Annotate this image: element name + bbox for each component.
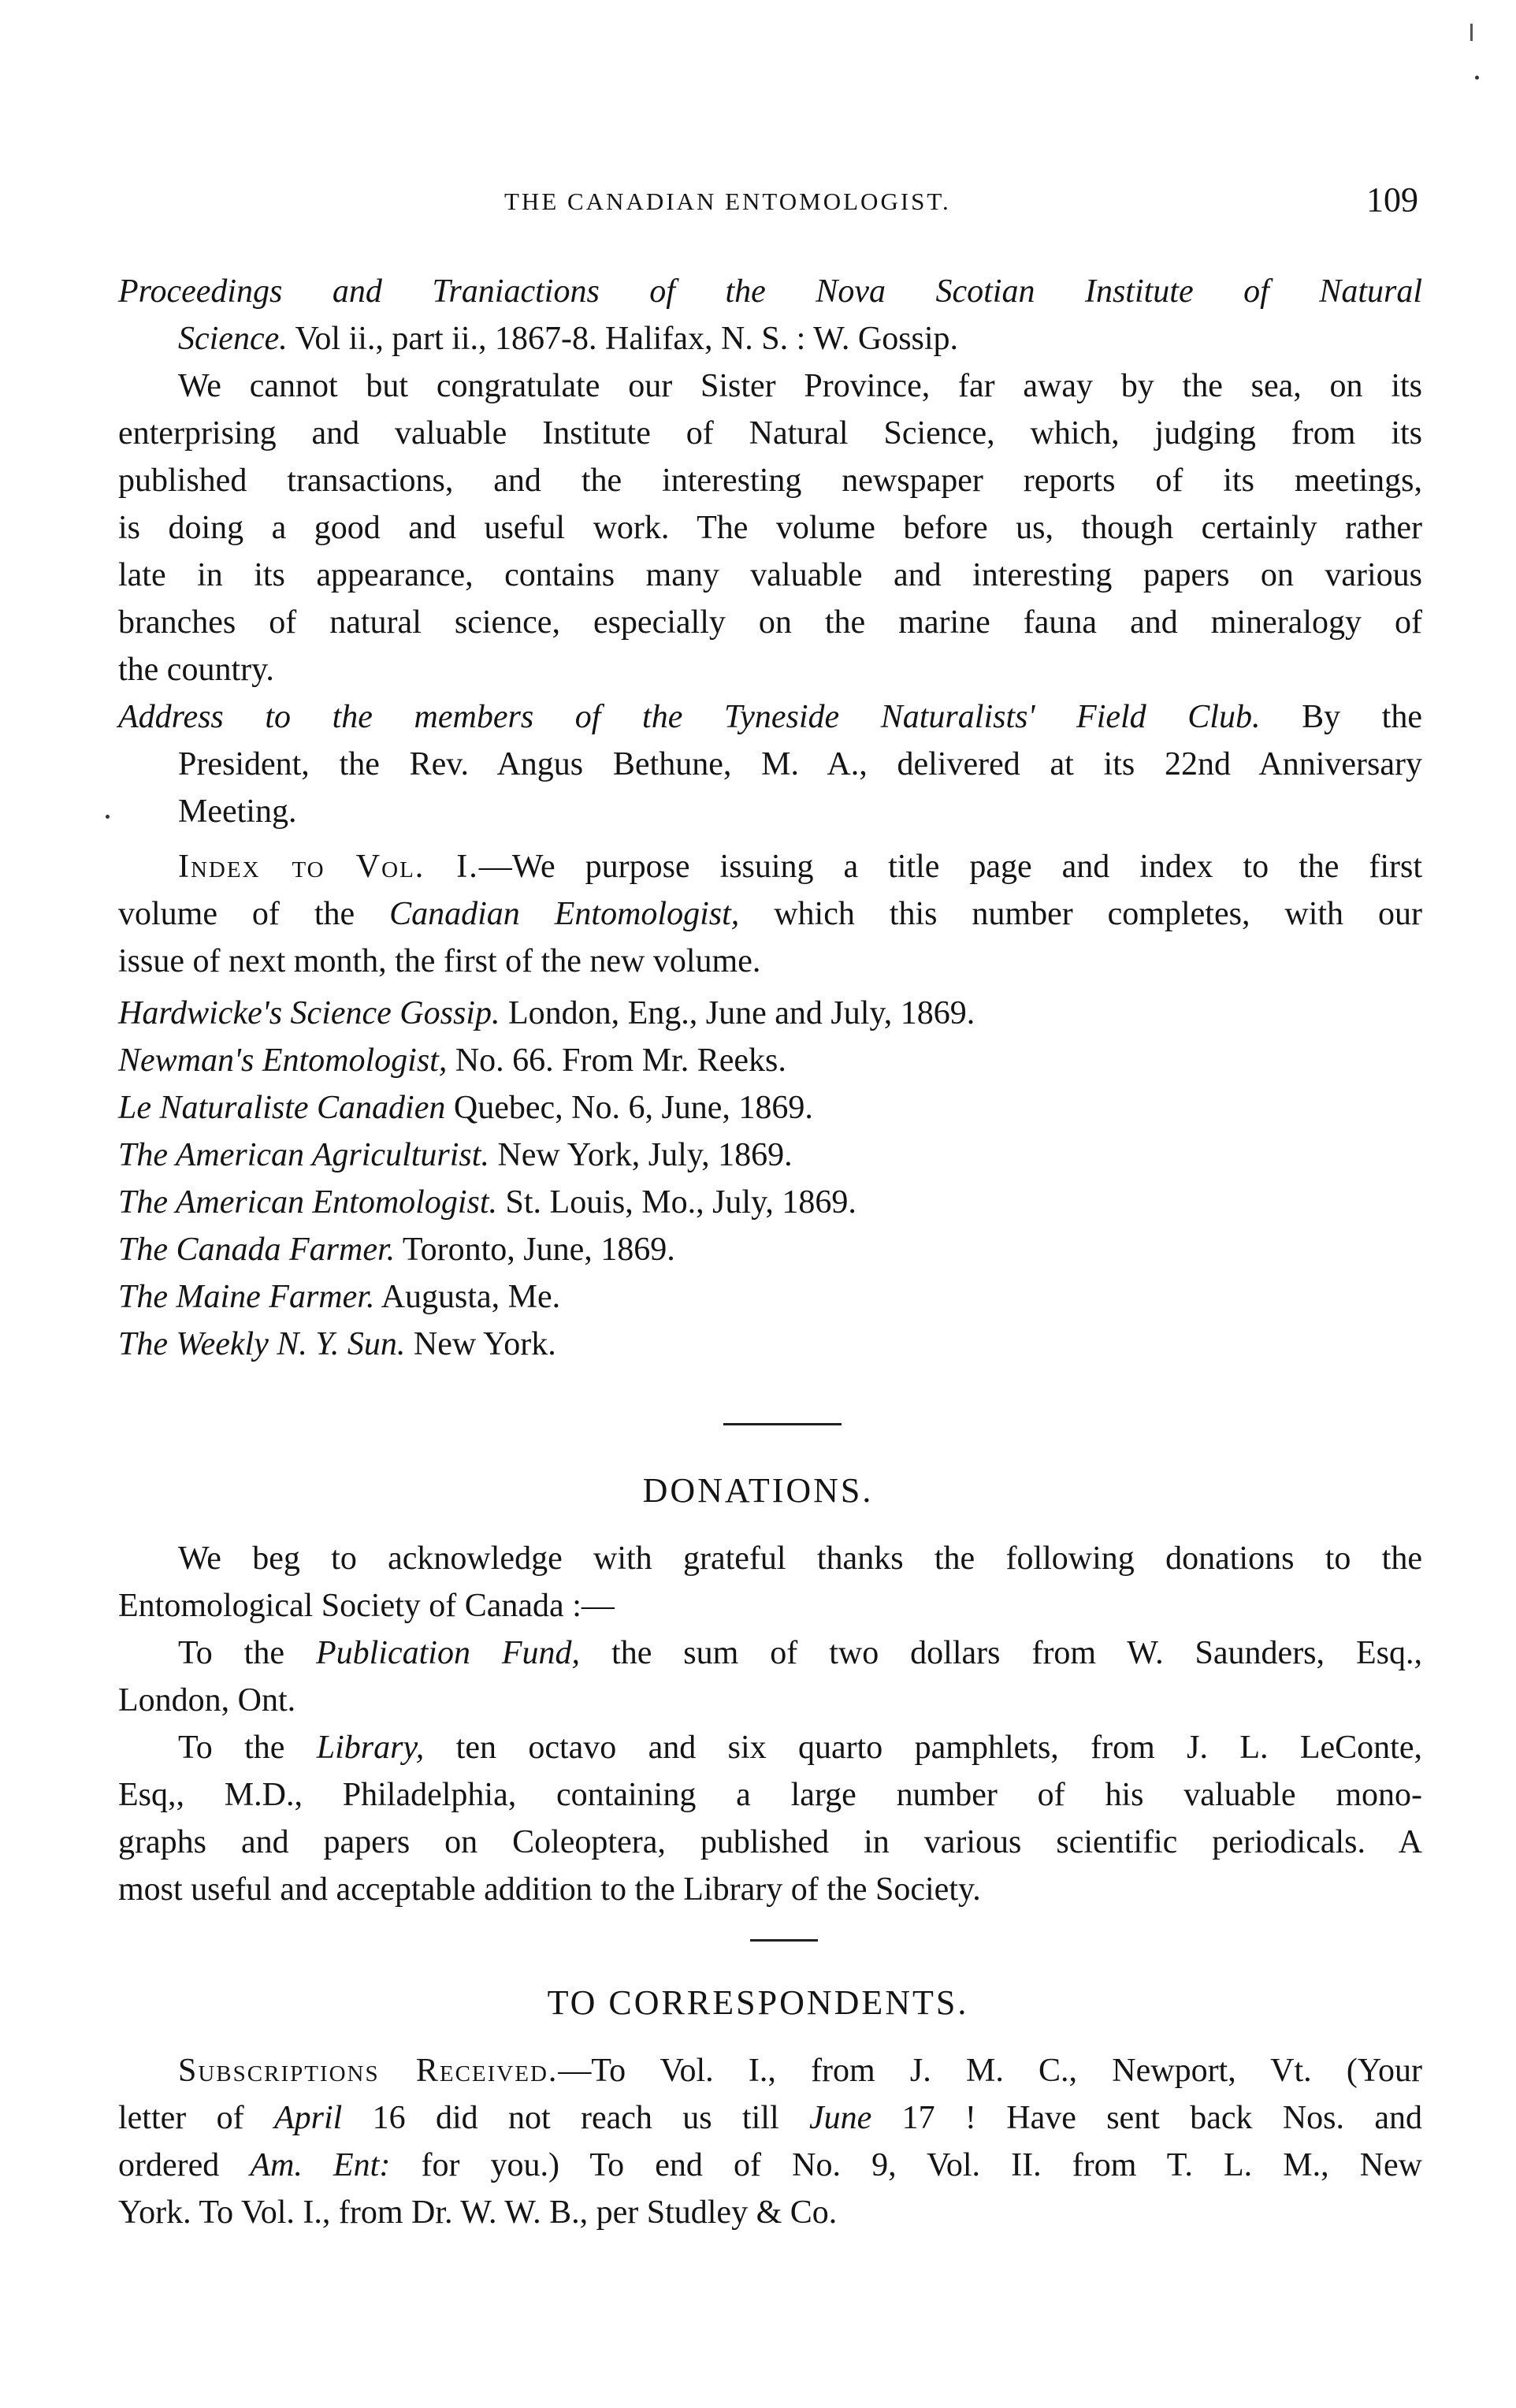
review-line: the country. xyxy=(118,652,274,688)
fund-name: Library, xyxy=(316,1730,425,1766)
index-heading: Index to Vol. I. xyxy=(178,849,479,885)
donations-text: To the xyxy=(178,1635,316,1671)
review-line: published transactions, and the interesting newspaper reports of its meetings, xyxy=(118,463,1422,499)
correspondents-line xyxy=(118,2142,1422,2189)
fund-name: Publication Fund, xyxy=(315,1635,581,1671)
index-text: —We purpose issuing a title page and index to the first xyxy=(478,849,1422,885)
correspondents-text: ordered xyxy=(118,2147,251,2183)
donations-line: Entomological Society of Canada :— xyxy=(118,1588,615,1624)
index-line xyxy=(118,890,1422,938)
publication-details: London, Eng., June and July, 1869. xyxy=(500,995,975,1031)
publication-entry xyxy=(118,1132,1422,1179)
donations-line xyxy=(118,1629,1422,1677)
journal-title: Canadian Entomologist, xyxy=(389,896,740,932)
donations-line: Esq,, M.D., Philadelphia, containing a large number of his valuable mono- xyxy=(118,1777,1422,1813)
review-line: is doing a good and useful work. The volume before us, though certainly rather xyxy=(118,510,1422,546)
entry-address xyxy=(118,693,1422,835)
index-text: volume of the xyxy=(118,896,390,932)
donations-text: the sum of two dollars from W. Saunders, Esq., xyxy=(580,1635,1422,1671)
entry-title: Address to the members of the Tyneside Naturalists' Field Club. xyxy=(118,699,1261,735)
review-line: late in its appearance, contains many valuable and interesting papers on various xyxy=(118,557,1422,593)
donations-line: We beg to acknowledge with grateful thanks the following donations to the xyxy=(178,1540,1422,1577)
publication-entry xyxy=(118,1037,1422,1084)
margin-mark xyxy=(1470,24,1473,41)
entry-title-end: Science. xyxy=(178,321,288,357)
donations-line xyxy=(118,1724,1422,1771)
correspondents-line xyxy=(118,2047,1422,2094)
correspondents-text: —To Vol. I., from J. M. C., Newport, Vt. (Your xyxy=(558,2053,1422,2089)
publication-details: Augusta, Me. xyxy=(374,1279,561,1315)
page-number: 109 xyxy=(1366,180,1418,219)
entry-index xyxy=(118,843,1422,985)
review-line: We cannot but congratulate our Sister Province, far away by the sea, on its xyxy=(178,368,1422,404)
journal-abbrev: Am. Ent: xyxy=(250,2147,391,2183)
month-name: April xyxy=(273,2100,343,2136)
publication-details: New York. xyxy=(405,1326,556,1362)
publication-entry xyxy=(118,1226,1422,1273)
publication-details: Toronto, June, 1869. xyxy=(395,1232,675,1268)
correspondents-heading: TO CORRESPONDENTS. xyxy=(547,1983,969,2022)
donations-line: graphs and papers on Coleoptera, published in various scientific periodicals. A xyxy=(118,1824,1422,1860)
publication-title: Newman's Entomologist, xyxy=(118,1042,448,1079)
publication-title: The American Entomologist. xyxy=(118,1184,498,1221)
entry-details: Vol ii., part ii., 1867-8. Halifax, N. S. : W. Gossip. xyxy=(287,321,959,357)
publication-entry xyxy=(118,1273,1422,1321)
index-text: which this number completes, with our xyxy=(739,896,1422,932)
entry-title-continued xyxy=(118,315,1422,362)
donations-heading: DONATIONS. xyxy=(642,1471,874,1510)
correspondents-line: York. To Vol. I., from Dr. W. W. B., per Studley & Co. xyxy=(118,2194,838,2231)
section-divider xyxy=(750,1939,818,1942)
margin-mark xyxy=(106,815,110,819)
entry-proceedings xyxy=(118,268,1422,693)
index-line xyxy=(118,843,1422,890)
donations-text: To the xyxy=(178,1730,317,1766)
entry-line: Meeting. xyxy=(178,793,297,830)
donations-line: London, Ont. xyxy=(118,1682,296,1719)
review-line: enterprising and valuable Institute of Natural Science, which, judging from its xyxy=(118,415,1422,452)
correspondents-text: for you.) To end of No. 9, Vol. II. from T. L. M., New xyxy=(390,2147,1423,2183)
page-header xyxy=(504,180,1418,227)
publication-entry xyxy=(118,990,1422,1037)
correspondents-text: letter of xyxy=(118,2100,274,2136)
correspondents-line xyxy=(118,2094,1422,2142)
entry-title: Proceedings and Traniactions of the Nova Scotian Institute of Natural xyxy=(118,273,1422,310)
index-line: issue of next month, the first of the new volume. xyxy=(118,943,761,979)
running-title: THE CANADIAN ENTOMOLOGIST. xyxy=(504,188,951,215)
publications-list xyxy=(118,990,1422,1368)
section-divider xyxy=(723,1423,842,1425)
publication-entry xyxy=(118,1084,1422,1132)
publication-details: St. Louis, Mo., July, 1869. xyxy=(497,1184,856,1221)
donations-text: ten octavo and six quarto pamphlets, from J. L. LeConte, xyxy=(424,1730,1422,1766)
review-line: branches of natural science, especially on the marine fauna and mineralogy of xyxy=(118,604,1422,641)
entry-by: By the xyxy=(1260,699,1422,735)
publication-title: Le Naturaliste Canadien xyxy=(118,1090,446,1126)
correspondents-section xyxy=(118,2047,1422,2236)
correspondents-text: 17 ! Have sent back Nos. and xyxy=(871,2100,1422,2136)
entry-title-line xyxy=(118,693,1422,741)
correspondents-text: 16 did not reach us till xyxy=(342,2100,809,2136)
publication-title: Hardwicke's Science Gossip. xyxy=(118,995,500,1031)
subscriptions-label: Subscriptions Received. xyxy=(178,2053,559,2089)
publication-title: The Weekly N. Y. Sun. xyxy=(118,1326,406,1362)
publication-details: No. 66. From Mr. Reeks. xyxy=(447,1042,786,1079)
margin-mark xyxy=(1475,76,1479,80)
publication-title: The American Agriculturist. xyxy=(118,1137,489,1173)
donations-section xyxy=(118,1535,1422,1913)
month-name: June xyxy=(808,2100,872,2136)
entry-line: President, the Rev. Angus Bethune, M. A., delivered at its 22nd Anniversary xyxy=(178,746,1422,782)
publication-details: New York, July, 1869. xyxy=(489,1137,793,1173)
publication-entry xyxy=(118,1179,1422,1226)
publication-title: The Canada Farmer. xyxy=(118,1232,396,1268)
publication-details: Quebec, No. 6, June, 1869. xyxy=(445,1090,813,1126)
donations-line: most useful and acceptable addition to the Library of the Society. xyxy=(118,1871,981,1908)
publication-title: The Maine Farmer. xyxy=(118,1279,375,1315)
publication-entry xyxy=(118,1321,1422,1368)
